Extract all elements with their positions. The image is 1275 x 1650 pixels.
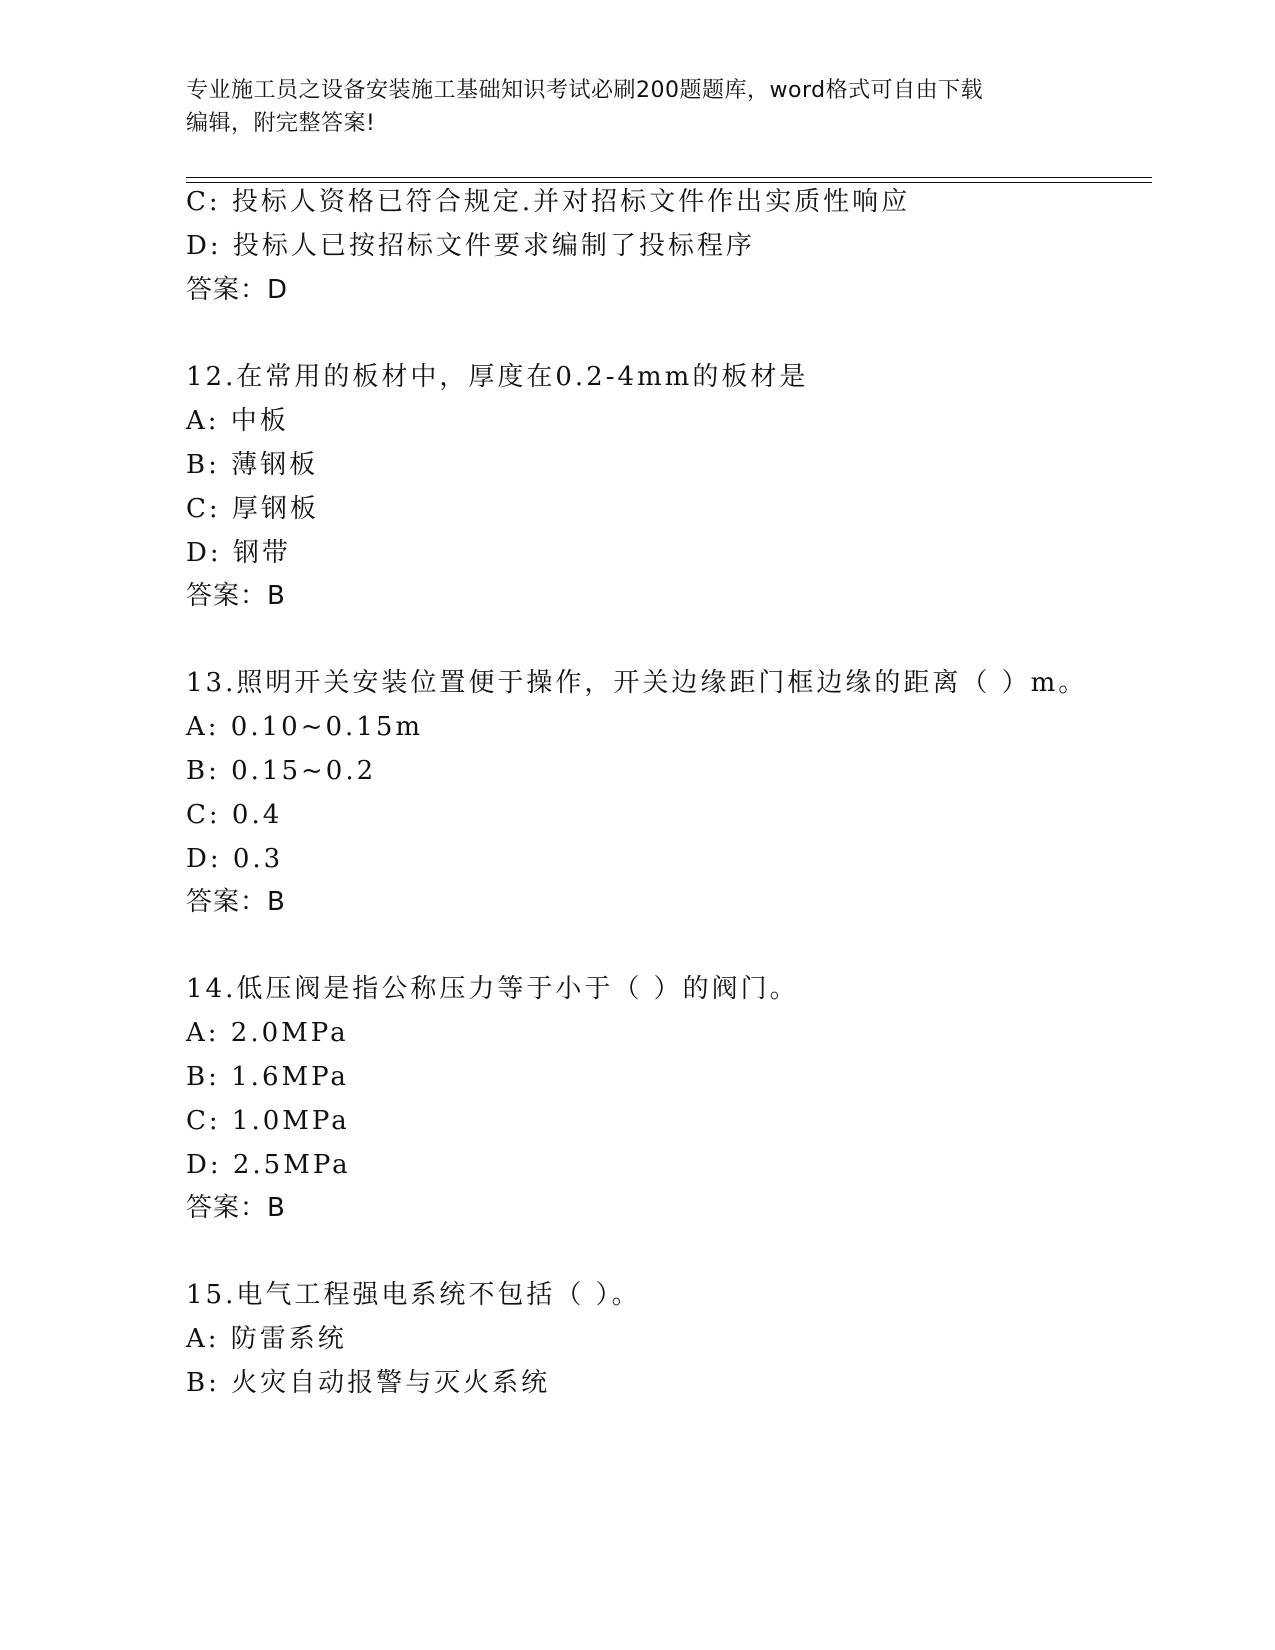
option-d: D: 钢带 xyxy=(186,538,291,568)
option-b: B: 0.15~0.2 xyxy=(186,756,377,786)
option-c: C: 投标人资格已符合规定.并对招标文件作出实质性响应 xyxy=(186,187,911,217)
answer-line: 答案：B xyxy=(186,1193,286,1223)
question-stem: 12.在常用的板材中，厚度在0.2-4mm的板材是 xyxy=(186,362,809,392)
header-divider-bottom xyxy=(186,182,1152,183)
option-a: A: 0.10~0.15m xyxy=(186,712,424,742)
option-a: A: 2.0MPa xyxy=(186,1018,349,1048)
option-d: D: 0.3 xyxy=(186,844,284,874)
question-stem: 13.照明开关安装位置便于操作，开关边缘距门框边缘的距离（ ）m。 xyxy=(186,668,1088,698)
question-stem: 14.低压阀是指公称压力等于小于（ ）的阀门。 xyxy=(186,974,799,1004)
option-c: C: 0.4 xyxy=(186,800,283,830)
option-a: A: 防雷系统 xyxy=(186,1324,347,1354)
document-header xyxy=(186,74,1086,140)
header-line-1: 专业施工员之设备安装施工基础知识考试必刷200题题库，word格式可自由下载 xyxy=(186,78,984,103)
header-line-2: 编辑，附完整答案! xyxy=(186,111,376,136)
option-c: C: 厚钢板 xyxy=(186,494,319,524)
answer-line: 答案：B xyxy=(186,887,286,917)
header-divider-top xyxy=(186,177,1152,178)
answer-line: 答案：D xyxy=(186,275,289,305)
option-a: A: 中板 xyxy=(186,406,289,436)
option-d: D: 投标人已按招标文件要求编制了投标程序 xyxy=(186,231,755,261)
question-stem: 15.电气工程强电系统不包括（ ）。 xyxy=(186,1280,641,1310)
answer-line: 答案：B xyxy=(186,581,286,611)
option-d: D: 2.5MPa xyxy=(186,1150,351,1180)
option-c: C: 1.0MPa xyxy=(186,1106,350,1136)
option-b: B: 薄钢板 xyxy=(186,450,319,480)
option-b: B: 1.6MPa xyxy=(186,1062,349,1092)
option-b: B: 火灾自动报警与灭火系统 xyxy=(186,1368,551,1398)
